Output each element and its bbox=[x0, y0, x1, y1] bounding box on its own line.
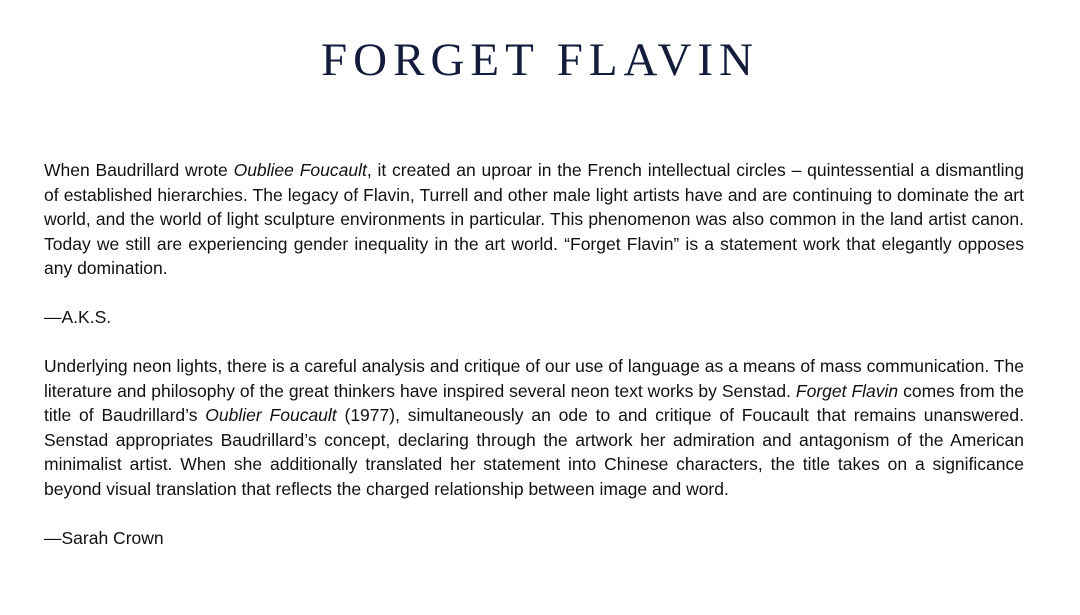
statement-1-prefix: When Baudrillard wrote bbox=[44, 160, 234, 180]
author-signature-1: —A.K.S. bbox=[44, 307, 112, 327]
statement-paragraph-1 bbox=[44, 158, 1024, 281]
statement-2-italic-2: Oublier Foucault bbox=[205, 405, 337, 425]
statement-1-italic-title: Oubliee Foucault bbox=[233, 160, 367, 180]
spacer bbox=[44, 281, 1024, 306]
statement-1-suffix: , it created an uproar in the French intellectual circles – quintessential a dismantling of established hierarchies. The legacy of Flavin, Turrell and other male light artists have and are continuing to dominate the art world, and the world of light sculpture environments in particular. This phenomenon was also common in the land artist canon. Today we still are experiencing gender inequality in the art world. “Forget Flavin” is a statement work that elegantly opposes any domination. bbox=[44, 160, 1024, 278]
statement-2-italic-1: Forget Flavin bbox=[795, 380, 899, 401]
statement-2-part-2: comes from the title of Baudrillard’s bbox=[44, 380, 1024, 425]
statement-paragraph-2 bbox=[44, 354, 1024, 501]
spacer bbox=[44, 501, 1024, 526]
statement-2-part-3: (1977), simultaneously an ode to and critique of Foucault that remains unanswered. Senstad appropriates Baudrillard’s concept, declaring through the artwork her admiration and antagonism of the American minimalist artist. When she additionally translated her statement into Chinese characters, the title takes on a significance beyond visual translation that reflects the charged relationship between image and word. bbox=[44, 405, 1025, 499]
text-body bbox=[44, 158, 1024, 550]
page-title: FORGET FLAVIN bbox=[321, 34, 759, 86]
spacer bbox=[44, 330, 1024, 355]
statement-2-part-1: Underlying neon lights, there is a careful analysis and critique of our use of language as a means of mass communication. The literature and philosophy of the great thinkers have inspired several neon text works by Senstad. bbox=[44, 356, 1024, 401]
author-signature-2: —Sarah Crown bbox=[44, 527, 164, 548]
